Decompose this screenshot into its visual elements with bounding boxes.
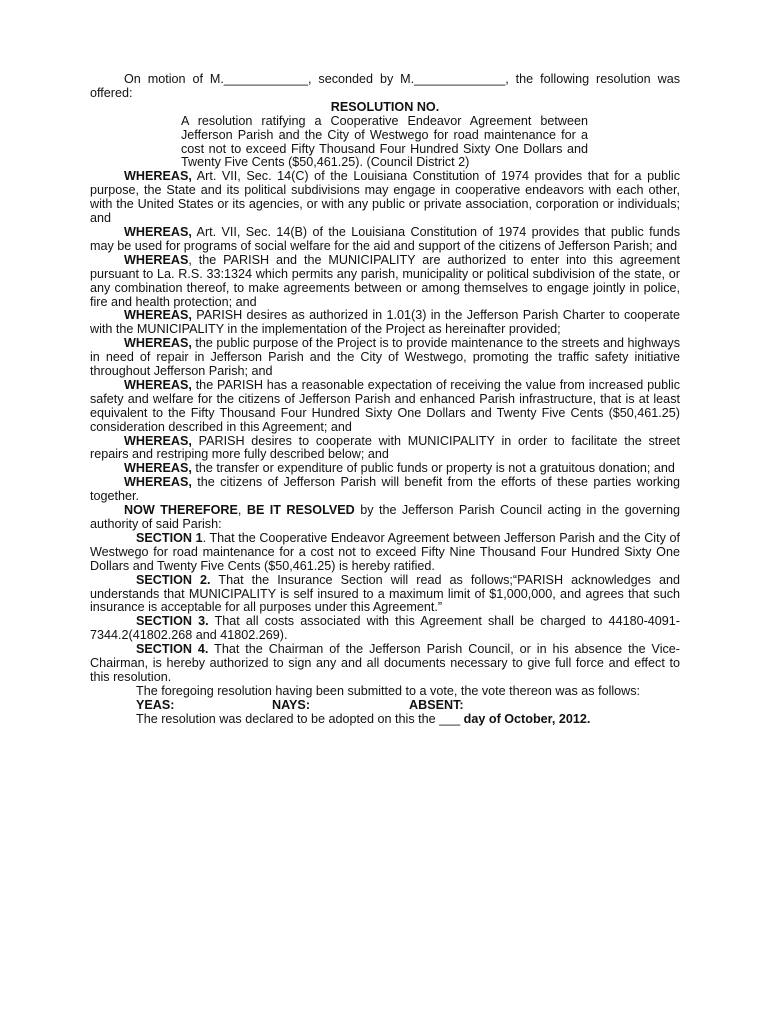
whereas-label: WHEREAS,	[124, 336, 192, 351]
whereas-label: WHEREAS,	[124, 169, 192, 184]
whereas-label: WHEREAS	[124, 252, 189, 267]
whereas-label: WHEREAS,	[124, 433, 192, 448]
whereas-label: WHEREAS,	[124, 461, 192, 476]
whereas-label: WHEREAS,	[124, 475, 192, 490]
resolution-summary: A resolution ratifying a Cooperative Endeavor Agreement between Jefferson Parish and the City of Westwego for road maintenance for a cost not to exceed Fifty Thousand Four Hundred Sixty One Dollars and Twenty Five Cents ($50,461.25). (Council District 2)	[181, 113, 588, 170]
whereas-clause: WHEREAS, Art. VII, Sec. 14(B) of the Louisiana Constitution of 1974 provides that public funds may be used for programs of social welfare for the aid and support of the citizens of Jefferson Parish; and	[90, 224, 680, 253]
whereas-clause: WHEREAS, the public purpose of the Project is to provide maintenance to the streets and highways in need of repair in Jefferson Parish and the City of Westwego, promoting the traffic safety initiative throughout Jefferson Parish; and	[90, 336, 680, 379]
whereas-label: WHEREAS,	[124, 377, 192, 392]
motion-intro: On motion of M.____________, seconded by M._____________, the following resolution was offered:	[90, 72, 680, 100]
yeas-label: YEAS:	[136, 697, 175, 712]
whereas-label: WHEREAS,	[124, 308, 192, 323]
whereas-clause: WHEREAS, Art. VII, Sec. 14(C) of the Louisiana Constitution of 1974 provides that for a public purpose, the State and its political subdivisions may engage in cooperative endeavors with each other, with the United States or its agencies, or with any public or private association, corporation or individuals; and	[90, 169, 680, 226]
whereas-clause: WHEREAS, PARISH desires as authorized in 1.01(3) in the Jefferson Parish Charter to cooperate with the MUNICIPALITY in the implementation of the Project as hereinafter provided;	[90, 308, 680, 337]
resolution-document	[90, 73, 680, 727]
whereas-clause: WHEREAS, the PARISH and the MUNICIPALITY are authorized to enter into this agreement pursuant to La. R.S. 33:1324 which permits any parish, municipality or political subdivision of the state, or any combination thereof, to make agreements between or among themselves to engage jointly in police, fire and health protection; and	[90, 252, 680, 309]
whereas-clause: WHEREAS, the citizens of Jefferson Parish will benefit from the efforts of these parties working together.	[90, 475, 681, 504]
resolution-title: RESOLUTION NO.	[330, 99, 440, 114]
whereas-clause: WHEREAS, the PARISH has a reasonable expectation of receiving the value from increased public safety and welfare for the citizens of Jefferson Parish and enhanced Parish infrastructure, that is at least equivalent to the Fifty Thousand Four Hundred Sixty One Dollars and Twenty Five Cents ($50,461.25) consideration described in this Agreement; and	[90, 377, 681, 434]
section-1: SECTION 1. That the Cooperative Endeavor Agreement between Jefferson Parish and the City of Westwego for road maintenance for a cost not to exceed Fifty Nine Thousand Four Hundred Sixty One Dollars and Twenty Five Cents ($50,461.25) is hereby ratified.	[90, 530, 680, 573]
nays-label: NAYS:	[272, 697, 311, 712]
adoption-statement: The resolution was declared to be adopted on this the ___ day of October, 2012.	[136, 711, 591, 726]
whereas-clause: WHEREAS, the transfer or expenditure of public funds or property is not a gratuitous donation; and	[124, 461, 675, 476]
whereas-label: WHEREAS,	[124, 224, 192, 239]
section-2: SECTION 2. That the Insurance Section will read as follows;“PARISH acknowledges and understands that MUNICIPALITY is self insured to a maximum limit of $1,000,000, and agrees that such insurance is acceptable for all purposes under this Agreement.”	[90, 572, 680, 615]
now-therefore-clause: NOW THEREFORE, BE IT RESOLVED by the Jefferson Parish Council acting in the governing authority of said Parish:	[90, 503, 681, 531]
absent-label: ABSENT:	[409, 697, 464, 712]
whereas-clause: WHEREAS, PARISH desires to cooperate with MUNICIPALITY in order to facilitate the street repairs and restriping more fully described below; and	[90, 433, 680, 462]
vote-tally	[90, 699, 680, 713]
vote-intro: The foregoing resolution having been submitted to a vote, the vote thereon was as follows:	[136, 683, 641, 698]
section-4: SECTION 4. That the Chairman of the Jefferson Parish Council, or in his absence the Vice-Chairman, is hereby authorized to sign any and all documents necessary to give full force and effect to this resolution.	[90, 642, 680, 684]
section-3: SECTION 3. That all costs associated with this Agreement shall be charged to 44180-4091-7344.2(41802.268 and 41802.269).	[90, 614, 680, 643]
